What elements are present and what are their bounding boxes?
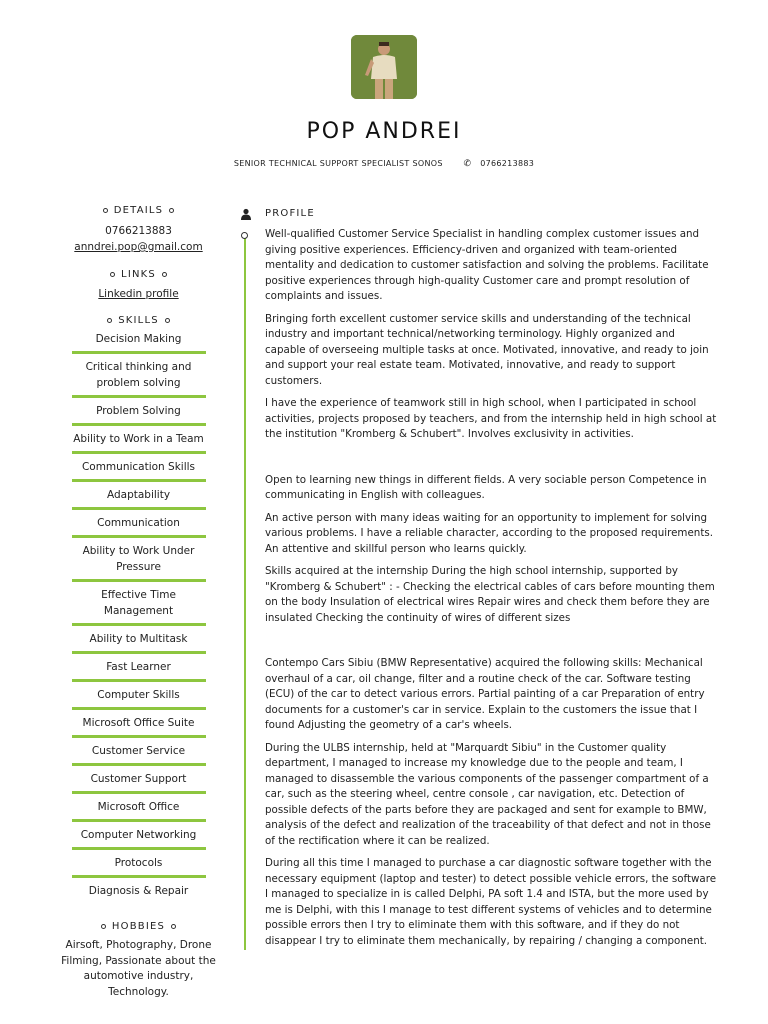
skill-item: Ability to Work Under Pressure (72, 538, 206, 582)
timeline-dot (241, 232, 248, 239)
bullet-icon (110, 272, 115, 277)
candidate-name: POP ANDREI (306, 119, 462, 144)
timeline-line (244, 233, 246, 950)
skills-list (52, 326, 225, 903)
profile-paragraph: Open to learning new things in different fields. A very sociable person Competence in communicating in English with colleagues. (265, 473, 707, 501)
left-column (52, 205, 225, 1000)
bullet-icon (169, 208, 174, 213)
skill-item: Communication (72, 510, 206, 538)
job-title: SENIOR TECHNICAL SUPPORT SPECIALIST SONOS (233, 159, 443, 168)
details-phone: 0766213883 (105, 225, 172, 237)
profile-paragraph: An active person with many ideas waiting for an opportunity to implement for solving various problems. I have a reliable character, according to the proposed requirements. An attentive and skillful person who learns quickly. (265, 511, 713, 555)
header-phone: 0766213883 (480, 159, 535, 168)
profile-section (265, 227, 717, 956)
details-heading: DETAILS (52, 205, 225, 216)
skill-item: Ability to Multitask (72, 626, 206, 654)
subtitle-line (0, 159, 768, 169)
bullet-icon (165, 318, 170, 323)
skill-item: Microsoft Office Suite (72, 710, 206, 738)
profile-photo (351, 35, 417, 99)
skill-item: Fast Learner (72, 654, 206, 682)
profile-paragraph: I have the experience of teamwork still in high school, when I participated in school activities, projects proposed by teachers, and from the internship held in high school at the institution "Kromberg & Schubert". Involves exclusivity in activities. (265, 397, 717, 440)
person-icon (240, 208, 252, 220)
bullet-icon (162, 272, 167, 277)
skill-item: Customer Service (72, 738, 206, 766)
skill-item: Adaptability (72, 482, 206, 510)
skill-item: Effective Time Management (72, 582, 206, 626)
profile-paragraph: Well-qualified Customer Service Specialist in handling complex customer issues and giving positive experiences. Efficiency-driven and organized with team-oriented mentality and dedication to customer satisfaction and solving the problems. Facilitate positive experiences through high-quality Customer care and prompt resolution of complaints and issues. (265, 228, 709, 302)
bullet-icon (107, 318, 112, 323)
email-link[interactable]: anndrei.pop@gmail.com (74, 241, 203, 253)
skill-item: Critical thinking and problem solving (72, 354, 206, 398)
bullet-icon (103, 208, 108, 213)
hobbies-text: Airsoft, Photography, Drone Filming, Passionate about the automotive industry, Technology. (61, 939, 216, 998)
skill-item: Ability to Work in a Team (72, 426, 206, 454)
hobbies-heading: HOBBIES (52, 921, 225, 932)
skill-item: Microsoft Office (72, 794, 206, 822)
phone-icon: ✆ (463, 159, 472, 169)
skill-item: Customer Support (72, 766, 206, 794)
profile-paragraph: During the ULBS internship, held at "Marquardt Sibiu" in the Customer quality department, I managed to increase my knowledge due to the people and team, I managed to disassemble the various components of the passenger compartment of a car, such as the steering wheel, centre console , car navigation, etc. Detection of possible defects of the parts before they are packaged and sent for example to BMW, analysis of the defect and realization of the traceability of that defect and not in those of the rectification where it can be realized. (265, 741, 711, 847)
links-heading: LINKS (52, 269, 225, 280)
skill-item: Problem Solving (72, 398, 206, 426)
skill-item: Communication Skills (72, 454, 206, 482)
profile-paragraph: During all this time I managed to purchase a car diagnostic software together with the necessary equipment (laptop and tester) to detect possible vehicle errors, the software I managed to specialize in is called Delphi, PA soft 1.4 and ISTA, but the more used by me is Delphi, with this I manage to test different systems of vehicles and to determine possible errors then I try to eliminate them with this software, and if they do not disappear I try to eliminate them mechanically, by repairing / changing a component. (265, 857, 717, 947)
linkedin-link[interactable]: Linkedin profile (98, 288, 179, 300)
profile-paragraph: Contempo Cars Sibiu (BMW Representative) acquired the following skills: Mechanical overhaul of a car, oil change, filter and a routine check of the car. Software testing (ECU) of the car to detect various errors. Partial painting of a car Preparation of entry documents for a customer's car in service. Explain to the customers the issue that I found Adjusting the geometry of a car's wheels. (265, 657, 705, 731)
profile-paragraph: Skills acquired at the internship During the high school internship, supported by "Kromberg & Schubert" : - Checking the electrical cables of cars before mounting them on the body Insulation of electrical wires Repair wires and check them before they are insulated Checking the continuity of wires of different sizes (265, 565, 715, 624)
skill-item: Protocols (72, 850, 206, 878)
skills-heading: SKILLS (52, 315, 225, 326)
bullet-icon (101, 924, 106, 929)
skill-item: Diagnosis & Repair (88, 885, 189, 897)
bullet-icon (171, 924, 176, 929)
profile-paragraph: Bringing forth excellent customer service skills and understanding of the technical industry and important technical/networking terminology. Highly organized and capable of overseeing multiple tasks at once. Motivated, innovative, and ready to join and support your real estate team. Motivated, innovative, and ready to support customers. (265, 312, 709, 387)
profile-heading: PROFILE (265, 208, 315, 219)
skill-item: Decision Making (72, 326, 206, 354)
skill-item: Computer Networking (72, 822, 206, 850)
skill-item: Computer Skills (72, 682, 206, 710)
